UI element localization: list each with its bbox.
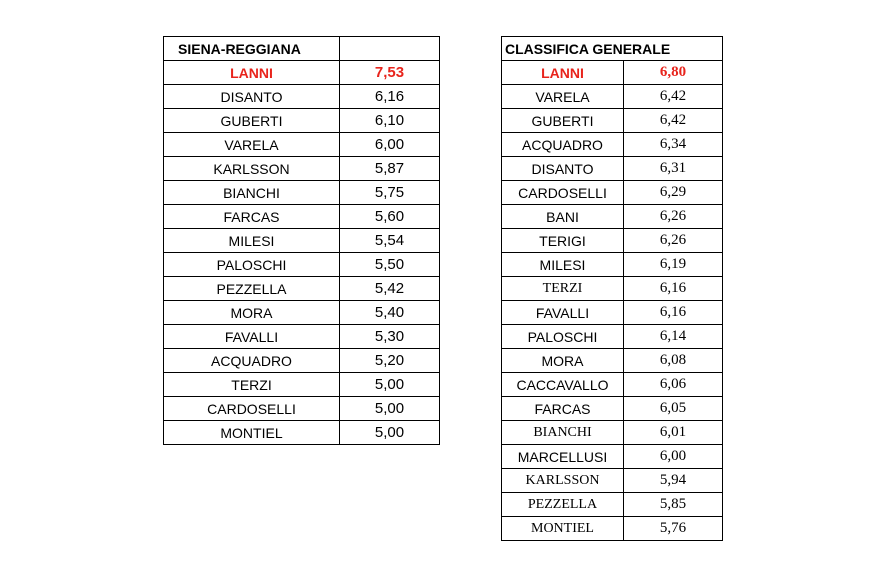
match-row [164,133,440,157]
match-player-score: 5,00 [340,397,440,421]
match-player-name: MILESI [164,229,340,253]
general-player-score: 6,01 [624,421,723,445]
match-player-score: 7,53 [340,61,440,85]
general-player-name: PEZZELLA [502,493,624,517]
match-player-score: 5,30 [340,325,440,349]
match-row [164,109,440,133]
general-player-name: MARCELLUSI [502,445,624,469]
general-row [502,85,723,109]
general-row [502,445,723,469]
match-player-score: 6,00 [340,133,440,157]
general-standings-body [502,37,723,541]
general-player-score: 6,05 [624,397,723,421]
general-player-score: 6,42 [624,109,723,133]
match-row [164,85,440,109]
match-row [164,373,440,397]
match-header-row [164,37,440,61]
match-player-score: 5,40 [340,301,440,325]
match-row [164,349,440,373]
general-row [502,325,723,349]
general-player-name: VARELA [502,85,624,109]
general-row [502,397,723,421]
general-player-score: 6,29 [624,181,723,205]
match-row [164,301,440,325]
match-player-name: MONTIEL [164,421,340,445]
general-row [502,493,723,517]
general-player-score: 6,16 [624,277,723,301]
match-player-name: CARDOSELLI [164,397,340,421]
general-player-name: MORA [502,349,624,373]
general-row [502,349,723,373]
general-player-name: CARDOSELLI [502,181,624,205]
match-ratings-body [164,37,440,445]
match-player-name: GUBERTI [164,109,340,133]
match-player-score: 5,60 [340,205,440,229]
general-row [502,181,723,205]
general-player-score: 6,14 [624,325,723,349]
match-ratings-table [163,36,440,445]
general-player-name: MILESI [502,253,624,277]
general-row [502,253,723,277]
match-row [164,157,440,181]
match-title: SIENA-REGGIANA [164,37,340,61]
match-player-name: ACQUADRO [164,349,340,373]
general-player-name: LANNI [502,61,624,85]
match-player-name: LANNI [164,61,340,85]
general-row [502,277,723,301]
general-row [502,229,723,253]
general-player-name: FAVALLI [502,301,624,325]
match-row [164,61,440,85]
general-row [502,373,723,397]
general-player-name: BANI [502,205,624,229]
match-row [164,277,440,301]
general-player-score: 6,26 [624,229,723,253]
match-player-name: TERZI [164,373,340,397]
match-player-name: PEZZELLA [164,277,340,301]
match-row [164,421,440,445]
general-player-name: TERZI [502,277,624,301]
general-header-row [502,37,723,61]
general-player-name: FARCAS [502,397,624,421]
general-player-score: 5,94 [624,469,723,493]
match-player-name: DISANTO [164,85,340,109]
general-player-score: 6,08 [624,349,723,373]
match-row [164,397,440,421]
match-player-score: 5,00 [340,373,440,397]
general-player-name: ACQUADRO [502,133,624,157]
general-row [502,469,723,493]
match-row [164,181,440,205]
match-row [164,205,440,229]
match-player-name: MORA [164,301,340,325]
general-player-score: 6,31 [624,157,723,181]
match-row [164,253,440,277]
match-player-score: 6,16 [340,85,440,109]
match-player-score: 5,54 [340,229,440,253]
general-row [502,109,723,133]
match-player-name: BIANCHI [164,181,340,205]
general-row [502,133,723,157]
general-player-name: CACCAVALLO [502,373,624,397]
general-player-name: PALOSCHI [502,325,624,349]
general-row [502,421,723,445]
general-player-name: GUBERTI [502,109,624,133]
general-player-name: DISANTO [502,157,624,181]
match-player-score: 5,00 [340,421,440,445]
match-header-empty-cell [340,37,440,61]
match-player-score: 5,42 [340,277,440,301]
general-player-score: 6,06 [624,373,723,397]
general-row [502,205,723,229]
general-standings-table [501,36,723,541]
general-row [502,301,723,325]
match-player-score: 5,87 [340,157,440,181]
general-player-score: 6,34 [624,133,723,157]
match-player-score: 5,50 [340,253,440,277]
match-player-score: 6,10 [340,109,440,133]
match-player-score: 5,20 [340,349,440,373]
general-row [502,517,723,541]
match-player-name: PALOSCHI [164,253,340,277]
general-player-name: BIANCHI [502,421,624,445]
match-player-score: 5,75 [340,181,440,205]
general-player-score: 6,00 [624,445,723,469]
general-player-score: 5,85 [624,493,723,517]
general-player-name: KARLSSON [502,469,624,493]
general-player-score: 6,19 [624,253,723,277]
general-title: CLASSIFICA GENERALE [502,37,723,61]
match-player-name: VARELA [164,133,340,157]
match-player-name: FAVALLI [164,325,340,349]
general-player-score: 5,76 [624,517,723,541]
match-row [164,229,440,253]
general-player-score: 6,42 [624,85,723,109]
match-player-name: FARCAS [164,205,340,229]
general-player-name: TERIGI [502,229,624,253]
match-row [164,325,440,349]
general-player-score: 6,26 [624,205,723,229]
general-player-score: 6,80 [624,61,723,85]
general-row [502,61,723,85]
general-row [502,157,723,181]
general-player-score: 6,16 [624,301,723,325]
general-player-name: MONTIEL [502,517,624,541]
match-player-name: KARLSSON [164,157,340,181]
